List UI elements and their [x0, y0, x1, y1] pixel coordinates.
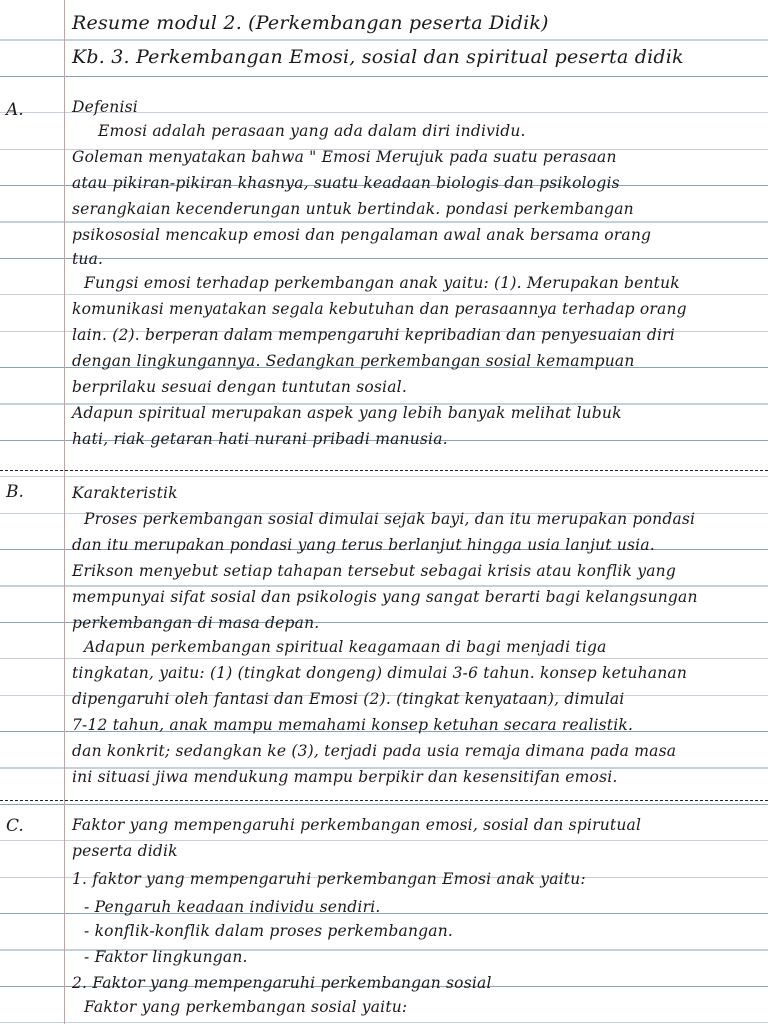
section-b-line: mempunyai sifat sosial dan psikologis yang sangat berarti bagi kelangsungan — [72, 588, 698, 606]
section-c-line: 2. Faktor yang mempengaruhi perkembangan sosial — [72, 974, 492, 992]
section-a-line: komunikasi menyatakan segala kebutuhan dan perasaannya terhadap orang — [72, 300, 687, 318]
section-c-line: - Pengaruh keadaan individu sendiri. — [84, 898, 381, 916]
section-a-line: hati, riak getaran hati nurani pribadi manusia. — [72, 430, 448, 448]
section-b-line: Proses perkembangan sosial dimulai sejak bayi, dan itu merupakan pondasi — [84, 510, 696, 528]
section-a-line: psikososial mencakup emosi dan pengalaman awal anak bersama orang — [72, 226, 652, 244]
section-c-marker: C. — [6, 816, 24, 836]
section-b-line: dipengaruhi oleh fantasi dan Emosi (2). (tingkat kenyataan), dimulai — [72, 690, 625, 708]
section-a-line: dengan lingkungannya. Sedangkan perkembangan sosial kemampuan — [72, 352, 635, 370]
section-a-line: atau pikiran-pikiran khasnya, suatu keadaan biologis dan psikologis — [72, 174, 620, 192]
section-c-line: - Faktor lingkungan. — [84, 948, 248, 966]
section-a-marker: A. — [6, 100, 24, 120]
section-a-line: Goleman menyatakan bahwa " Emosi Merujuk pada suatu perasaan — [72, 148, 617, 166]
section-divider — [0, 470, 768, 471]
header-title: Resume modul 2. (Perkembangan peserta Didik) — [72, 12, 549, 34]
section-a-line: tua. — [72, 250, 104, 268]
section-b-marker: B. — [6, 482, 24, 502]
section-b-line: Adapun perkembangan spiritual keagamaan di bagi menjadi tiga — [84, 638, 607, 656]
section-b-line: dan konkrit; sedangkan ke (3), terjadi pada usia remaja dimana pada masa — [72, 742, 677, 760]
section-b-line: 7-12 tahun, anak mampu memahami konsep ketuhan secara realistik. — [72, 716, 634, 734]
section-c-heading: Faktor yang mempengaruhi perkembangan emosi, sosial dan spirutual — [72, 816, 642, 834]
section-b-line: ini situasi jiwa mendukung mampu berpikir dan kesensitifan emosi. — [72, 768, 618, 786]
section-a-line: lain. (2). berperan dalam mempengaruhi kepribadian dan penyesuaian diri — [72, 326, 675, 344]
section-a-heading: Defenisi — [72, 98, 138, 116]
section-c-line: Faktor yang perkembangan sosial yaitu: — [84, 998, 408, 1016]
section-a-line: serangkaian kecenderungan untuk bertindak. pondasi perkembangan — [72, 200, 634, 218]
header-subtitle: Kb. 3. Perkembangan Emosi, sosial dan spiritual peserta didik — [72, 46, 684, 68]
section-b-heading: Karakteristik — [72, 484, 178, 502]
section-c-line: 1. faktor yang mempengaruhi perkembangan Emosi anak yaitu: — [72, 870, 586, 888]
section-a-line: berprilaku sesuai dengan tuntutan sosial. — [72, 378, 407, 396]
section-c-line: - konflik-konflik dalam proses perkembangan. — [84, 922, 454, 940]
section-a-line: Emosi adalah perasaan yang ada dalam diri individu. — [98, 122, 526, 140]
section-a-line: Adapun spiritual merupakan aspek yang lebih banyak melihat lubuk — [72, 404, 622, 422]
section-divider — [0, 800, 768, 801]
section-b-line: tingkatan, yaitu: (1) (tingkat dongeng) dimulai 3-6 tahun. konsep ketuhanan — [72, 664, 688, 682]
section-b-line: dan itu merupakan pondasi yang terus berlanjut hingga usia lanjut usia. — [72, 536, 655, 554]
section-a-line: Fungsi emosi terhadap perkembangan anak yaitu: (1). Merupakan bentuk — [84, 274, 680, 292]
header-subtitle-line — [0, 40, 768, 74]
section-b-line: perkembangan di masa depan. — [72, 614, 320, 632]
section-b-line: Erikson menyebut setiap tahapan tersebut sebagai krisis atau konflik yang — [72, 562, 676, 580]
section-c-line: peserta didik — [72, 842, 178, 860]
header-title-line — [0, 6, 768, 40]
